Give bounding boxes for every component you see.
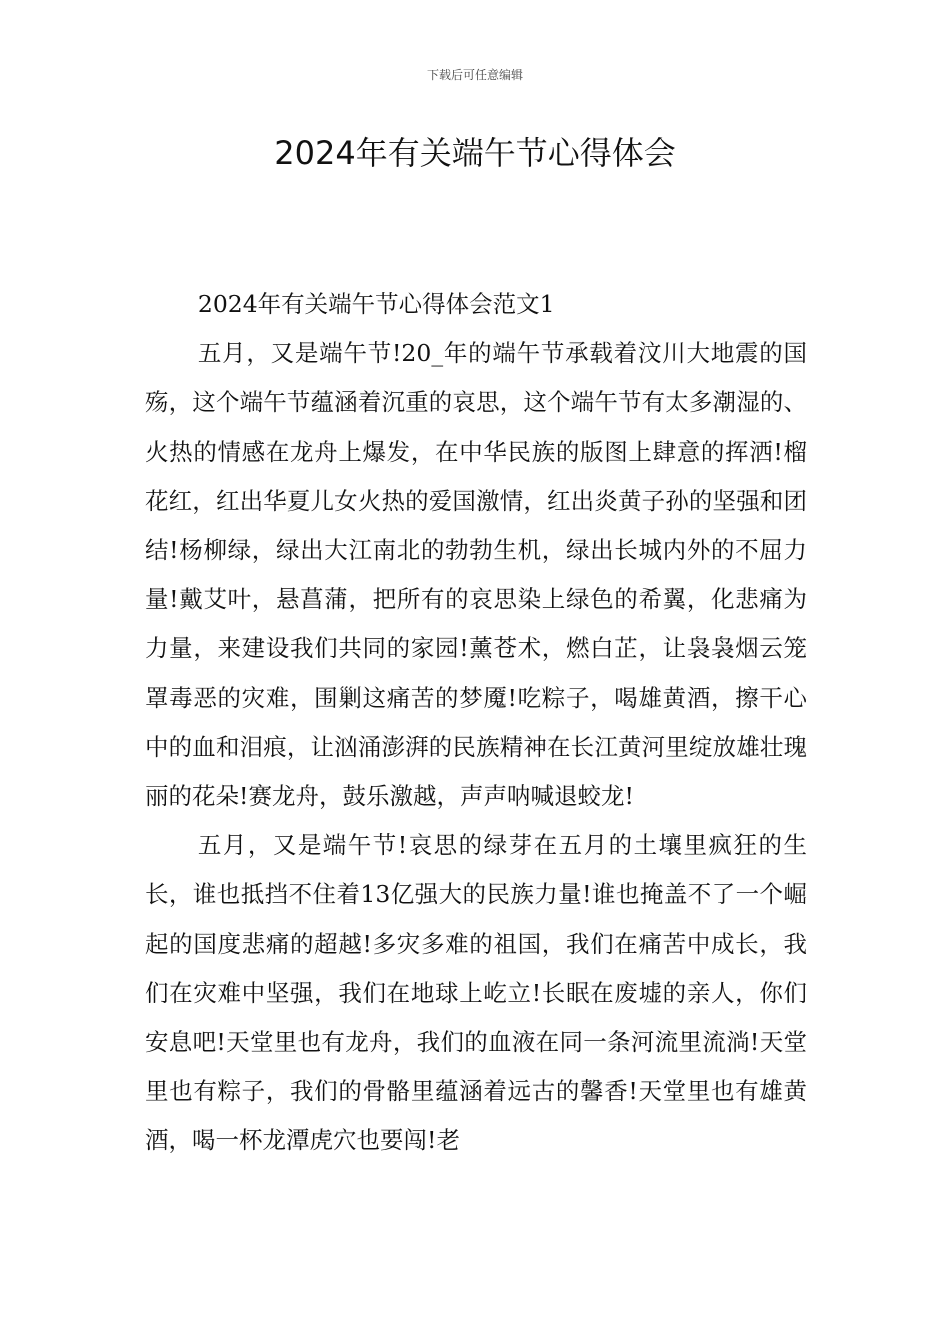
paragraph: 五月，又是端午节!20_年的端午节承载着汶川大地震的国殇，这个端午节蕴涵着沉重的哀思，这个端午节有太多潮湿的、火热的情感在龙舟上爆发，在中华民族的版图上肆意的挥洒!榴花红，红出华夏儿女火热的爱国激情，红出炎黄子孙的坚强和团结!杨柳绿，绿出大江南北的勃勃生机，绿出长城内外的不屈力量!戴艾叶，悬菖蒲，把所有的哀思染上绿色的希翼，化悲痛为力量，来建设我们共同的家园!薰苍术，燃白芷，让袅袅烟云笼罩毒恶的灾难，围剿这痛苦的梦魇!吃粽子，喝雄黄酒，擦干心中的血和泪痕，让汹涌澎湃的民族精神在长江黄河里绽放雄壮瑰丽的花朵!赛龙舟，鼓乐激越，声声呐喊退蛟龙! (145, 339, 807, 811)
document-subtitle: 2024年有关端午节心得体会范文1 (197, 290, 555, 318)
header-note: 下载后可任意编辑 (426, 68, 523, 82)
document-title: 2024年有关端午节心得体会 (274, 134, 676, 172)
document-body (145, 280, 807, 1166)
paragraph: 五月，又是端午节!哀思的绿芽在五月的土壤里疯狂的生长，谁也抵挡不住着13亿强大的民族力量!谁也掩盖不了一个崛起的国度悲痛的超越!多灾多难的祖国，我们在痛苦中成长，我们在灾难中坚强，我们在地球上屹立!长眠在废墟的亲人，你们安息吧!天堂里也有龙舟，我们的血液在同一条河流里流淌!天堂里也有粽子，我们的骨骼里蕴涵着远古的馨香!天堂里也有雄黄酒，喝一杯龙潭虎穴也要闯!老 (145, 831, 807, 1155)
